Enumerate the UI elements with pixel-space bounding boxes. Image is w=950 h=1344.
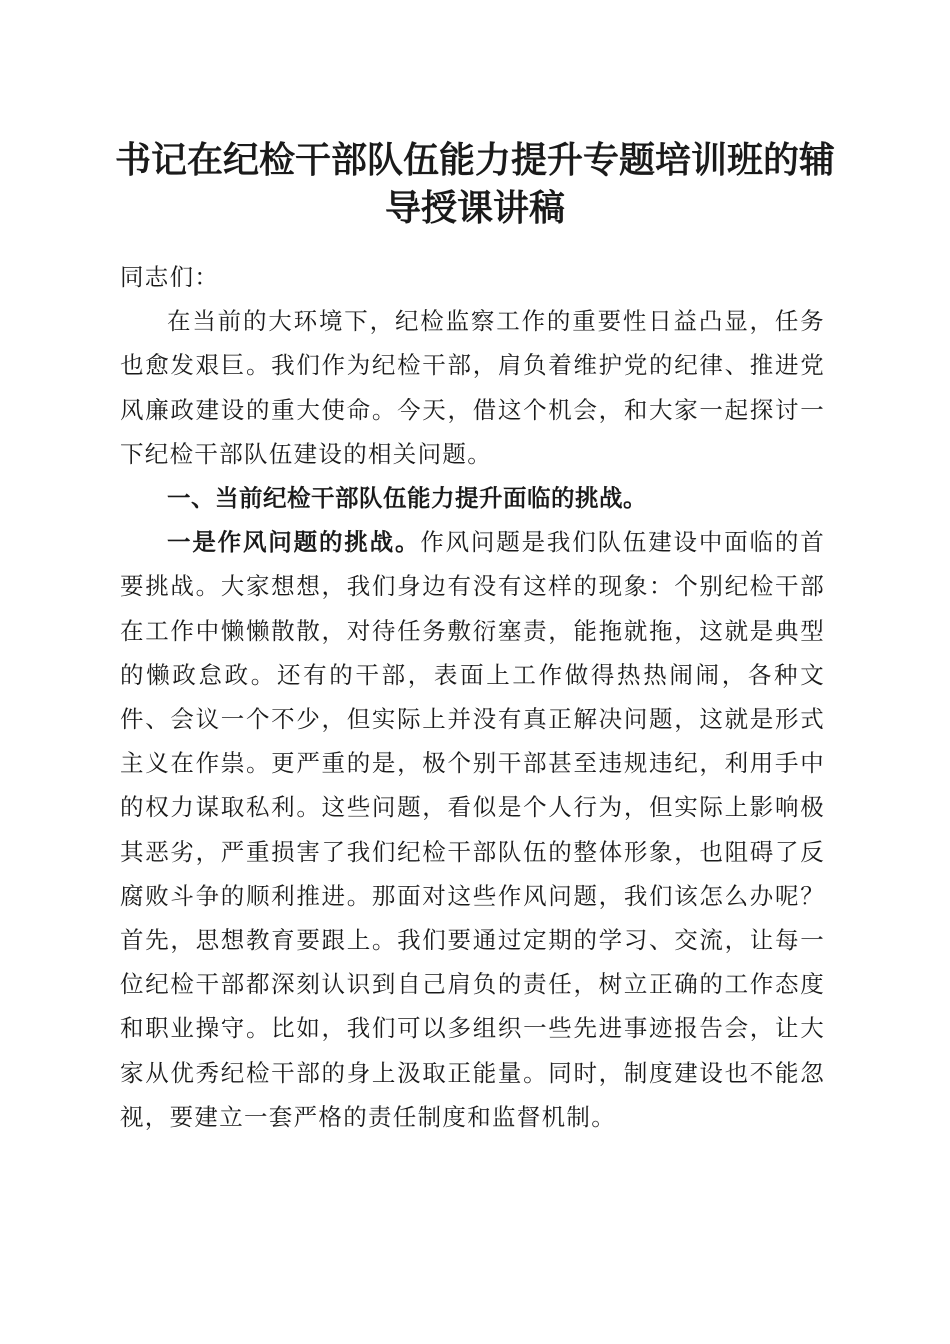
document-body <box>120 255 825 1139</box>
section-heading: 一、当前纪检干部队伍能力提升面临的挑战。 <box>167 484 647 513</box>
point-one-lead: 一是作风问题的挑战。 <box>167 528 421 557</box>
point-one-body: 作风问题是我们队伍建设中面临的首要挑战。大家想想，我们身边有没有这样的现象：个别纪检干部在工作中懒懒散散，对待任务敷衍塞责，能拖就拖，这就是典型的懒政怠政。还有的干部，表面上工作做得热热闹闹，各种文件、会议一个不少，但实际上并没有真正解决问题，这就是形式主义在作祟。更严重的是，极个别干部甚至违规违纪，利用手中的权力谋取私利。这些问题，看似是个人行为，但实际上影响极其恶劣，严重损害了我们纪检干部队伍的整体形象，也阻碍了反腐败斗争的顺利推进。那面对这些作风问题，我们该怎么办呢？首先，思想教育要跟上。我们要通过定期的学习、交流，让每一位纪检干部都深刻认识到自己肩负的责任，树立正确的工作态度和职业操守。比如，我们可以多组织一些先进事迹报告会，让大家从优秀纪检干部的身上汲取正能量。同时，制度建设也不能忽视，要建立一套严格的责任制度和监督机制。 <box>120 528 825 1131</box>
document-title: 书记在纪检干部队伍能力提升专题培训班的辅导授课讲稿 <box>114 139 835 229</box>
salutation: 同志们： <box>120 263 220 291</box>
point-one-paragraph <box>120 520 825 1139</box>
intro-paragraph: 在当前的大环境下，纪检监察工作的重要性日益凸显，任务也愈发艰巨。我们作为纪检干部，肩负着维护党的纪律、推进党风廉政建设的重大使命。今天，借这个机会，和大家一起探讨一下纪检干部队伍建设的相关问题。 <box>120 307 825 468</box>
